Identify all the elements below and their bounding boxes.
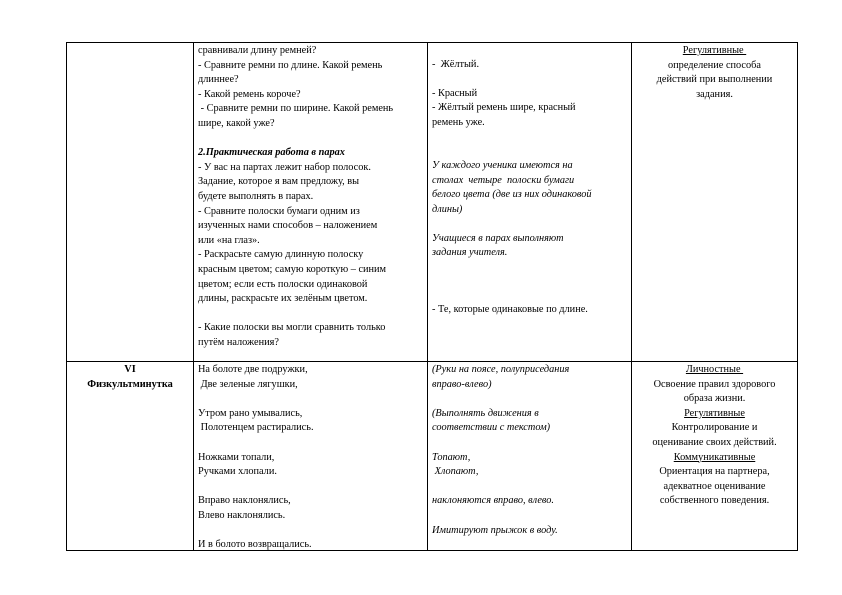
table-border-left bbox=[66, 42, 67, 550]
text-line: Ножками топали, bbox=[198, 451, 275, 463]
text-line: (Руки на поясе, полуприседания bbox=[432, 364, 570, 375]
text-line: или «на глаз». bbox=[198, 234, 260, 246]
row2-stage-cell bbox=[67, 363, 193, 392]
text-line: длиннее? bbox=[198, 74, 239, 86]
text-line: У каждого ученика имеются на bbox=[432, 160, 573, 171]
text-line: сравнивали длину ремней? bbox=[198, 45, 317, 56]
text-line: Утром рано умывались, bbox=[198, 407, 303, 419]
text-line: задания учителя. bbox=[432, 247, 508, 258]
row1-uud-cell bbox=[632, 44, 797, 102]
text-line: Ручками хлопали. bbox=[198, 466, 277, 478]
text-line: изученных нами способов – наложением bbox=[198, 220, 378, 232]
text-line: Имитируют прыжок в воду. bbox=[432, 524, 558, 536]
row1-student-activity-cell bbox=[432, 0, 626, 361]
text-line: - Те, которые одинаковые по длине. bbox=[432, 304, 588, 315]
uud-heading: Регулятивные bbox=[682, 45, 747, 56]
text-line: действий при выполнении bbox=[656, 74, 773, 86]
text-line: оценивание своих действий. bbox=[652, 436, 777, 448]
section-heading: 2.Практическая работа в парах bbox=[198, 147, 345, 159]
uud-heading-communicative: Коммуникативные bbox=[673, 451, 756, 463]
text-line: задания. bbox=[696, 88, 733, 100]
text-line: соответствии с текстом) bbox=[432, 422, 551, 434]
text-line: собственного поведения. bbox=[659, 495, 770, 507]
text-line: адекватное оценивание bbox=[663, 480, 766, 492]
row1-teacher-activity-cell bbox=[198, 44, 393, 350]
text-line: - Раскрасьте самую длинную полоску bbox=[198, 249, 364, 261]
text-line: Две зеленые лягушки, bbox=[198, 378, 298, 390]
row2-teacher-activity-cell bbox=[198, 363, 314, 553]
stage-title: Физкультминутка bbox=[87, 378, 173, 390]
table-row-divider bbox=[66, 361, 798, 362]
row2-uud-cell bbox=[632, 363, 797, 509]
text-line: Полотенцем растирались. bbox=[198, 422, 314, 434]
text-line: Ориентация на партнера, bbox=[659, 466, 770, 478]
text-line: Хлопают, bbox=[432, 466, 479, 478]
text-line: - Красный bbox=[432, 88, 478, 99]
text-line: образа жизни. bbox=[683, 393, 746, 405]
text-line: - Сравните ремни по длине. Какой ремень bbox=[198, 59, 383, 71]
text-line: длины, раскрасьте их зелёным цветом. bbox=[198, 293, 368, 305]
text-line: - Какие полоски вы могли сравнить только bbox=[198, 322, 386, 334]
text-line: - Сравните ремни по ширине. Какой ремень bbox=[198, 103, 394, 115]
text-line: Задание, которое я вам предложу, вы bbox=[198, 176, 360, 188]
column-divider-2 bbox=[427, 42, 428, 550]
text-line: Освоение правил здорового bbox=[653, 378, 776, 390]
text-line: красным цветом; самую короткую – синим bbox=[198, 263, 387, 275]
uud-heading-personal: Личностные bbox=[685, 364, 744, 375]
row2-student-activity-cell bbox=[432, 363, 569, 538]
text-line: (Выполнять движения в bbox=[432, 407, 539, 419]
text-line: определение способа bbox=[668, 59, 761, 71]
text-line: наклоняются вправо, влево. bbox=[432, 495, 554, 507]
text-line: шире, какой уже? bbox=[198, 117, 275, 129]
text-line: Учащиеся в парах выполняют bbox=[432, 233, 564, 244]
text-line: На болоте две подружки, bbox=[198, 364, 308, 375]
text-line: Топают, bbox=[432, 451, 471, 463]
uud-heading-regulatory: Регулятивные bbox=[684, 407, 745, 419]
text-line: путём наложения? bbox=[198, 336, 279, 348]
text-line: Влево наклонялись. bbox=[198, 509, 286, 521]
text-line: Контролирование и bbox=[671, 422, 758, 434]
text-line: белого цвета (две из них одинаковой bbox=[432, 189, 592, 200]
table-border-bottom bbox=[66, 550, 798, 551]
text-line: - Какой ремень короче? bbox=[198, 88, 301, 100]
text-line: цветом; если есть полоски одинаковой bbox=[198, 278, 368, 290]
text-line: Вправо наклонялись, bbox=[198, 495, 291, 507]
column-divider-1 bbox=[193, 42, 194, 550]
table-border-right bbox=[797, 42, 798, 550]
text-line: вправо-влево) bbox=[432, 378, 492, 390]
stage-number: VI bbox=[124, 364, 136, 375]
text-line: столах четыре полоски бумаги bbox=[432, 175, 575, 186]
text-line: - У вас на партах лежит набор полосок. bbox=[198, 161, 371, 173]
text-line: будете выполнять в парах. bbox=[198, 190, 314, 202]
text-line: ремень уже. bbox=[432, 117, 485, 128]
text-line: длины) bbox=[432, 204, 463, 215]
text-line: - Жёлтый ремень шире, красный bbox=[432, 102, 576, 113]
text-line: И в болото возвращались. bbox=[198, 539, 312, 551]
text-line: - Сравните полоски бумаги одним из bbox=[198, 205, 360, 217]
text-line: - Жёлтый. bbox=[432, 59, 480, 70]
